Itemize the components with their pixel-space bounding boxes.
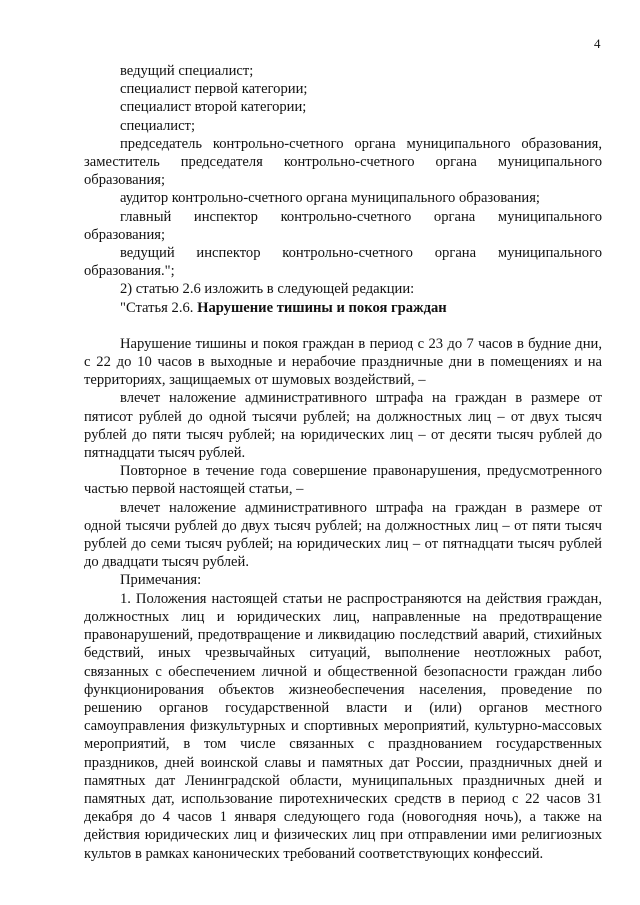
paragraph-repeat: Повторное в течение года совершение правонарушения, предусмотренного частью первой настоящей статьи, – <box>84 463 602 498</box>
paragraph-lead-inspector: ведущий инспектор контрольно-счетного органа муниципального образования."; <box>84 245 602 280</box>
list-item: ведущий специалист; <box>120 63 254 79</box>
paragraph-penalty-1: влечет наложение административного штрафа на граждан в размере от пятисот рублей до одной тысячи рублей; на должностных лиц – от двух тысяч рублей до пяти тысяч рублей; на юридических лиц – от десяти тысяч рублей до пятнадцати тысяч рублей. <box>84 390 602 462</box>
amendment-instruction: 2) статью 2.6 изложить в следующей редакции: <box>120 281 415 298</box>
paragraph-chairman: председатель контрольно-счетного органа муниципального образования, заместитель председателя контрольно-счетного органа муниципального образования; <box>84 135 602 189</box>
list-item: специалист второй категории; <box>120 99 307 116</box>
page-number: 4 <box>594 36 601 51</box>
list-item: специалист первой категории; <box>120 81 308 98</box>
paragraph-auditor: аудитор контрольно-счетного органа муниципального образования; <box>120 190 540 207</box>
note-1: 1. Положения настоящей статьи не распространяются на действия граждан, должностных лиц и юридических лиц, направленные на предотвращение правонарушений, предотвращение и ликвидацию последствий аварий, стихийных бедствий, иных чрезвычайных ситуаций, выполнение неотложных работ, связанных с обеспечением личной и общественной безопасности граждан либо функционирования объектов жизнеобеспечения населения, проведение по решению органов государственной власти и (или) органов местного самоуправления физкультурных и спортивных мероприятий, культурно-массовых мероприятий, в том числе связанных с празднованием государственных праздников, дней воинской славы и памятных дат России, праздничных дней и памятных дат Ленинградской области, муниципальных праздничных дней и памятных дат, использование пиротехнических средств в период с 22 часов 31 декабря до 4 часов 1 января следующего года (новогодняя ночь), а также на действия юридических лиц и физических лиц при отправлении ими религиозных культов в рамках канонических требований соответствующих конфессий. <box>84 590 602 862</box>
paragraph-chief-inspector: главный инспектор контрольно-счетного органа муниципального образования; <box>84 208 602 243</box>
article-heading <box>84 299 602 317</box>
list-item: специалист; <box>120 117 195 134</box>
article-prefix: "Статья 2.6. <box>120 299 198 316</box>
paragraph-violation: Нарушение тишины и покоя граждан в период с 23 до 7 часов в будние дни, с 22 до 10 часов в выходные и нерабочие праздничные дни в помещениях и на территориях, защищаемых от шумовых воздействий, – <box>84 335 602 389</box>
document-body <box>84 62 602 863</box>
article-title: Нарушение тишины и покоя граждан <box>197 299 447 316</box>
paragraph-penalty-2: влечет наложение административного штрафа на граждан в размере от одной тысячи рублей до двух тысяч рублей; на должностных лиц – от пяти тысяч рублей до семи тысяч рублей; на юридических лиц – от пятнадцати тысяч рублей до двадцати тысяч рублей. <box>84 499 602 571</box>
notes-heading: Примечания: <box>120 572 202 589</box>
